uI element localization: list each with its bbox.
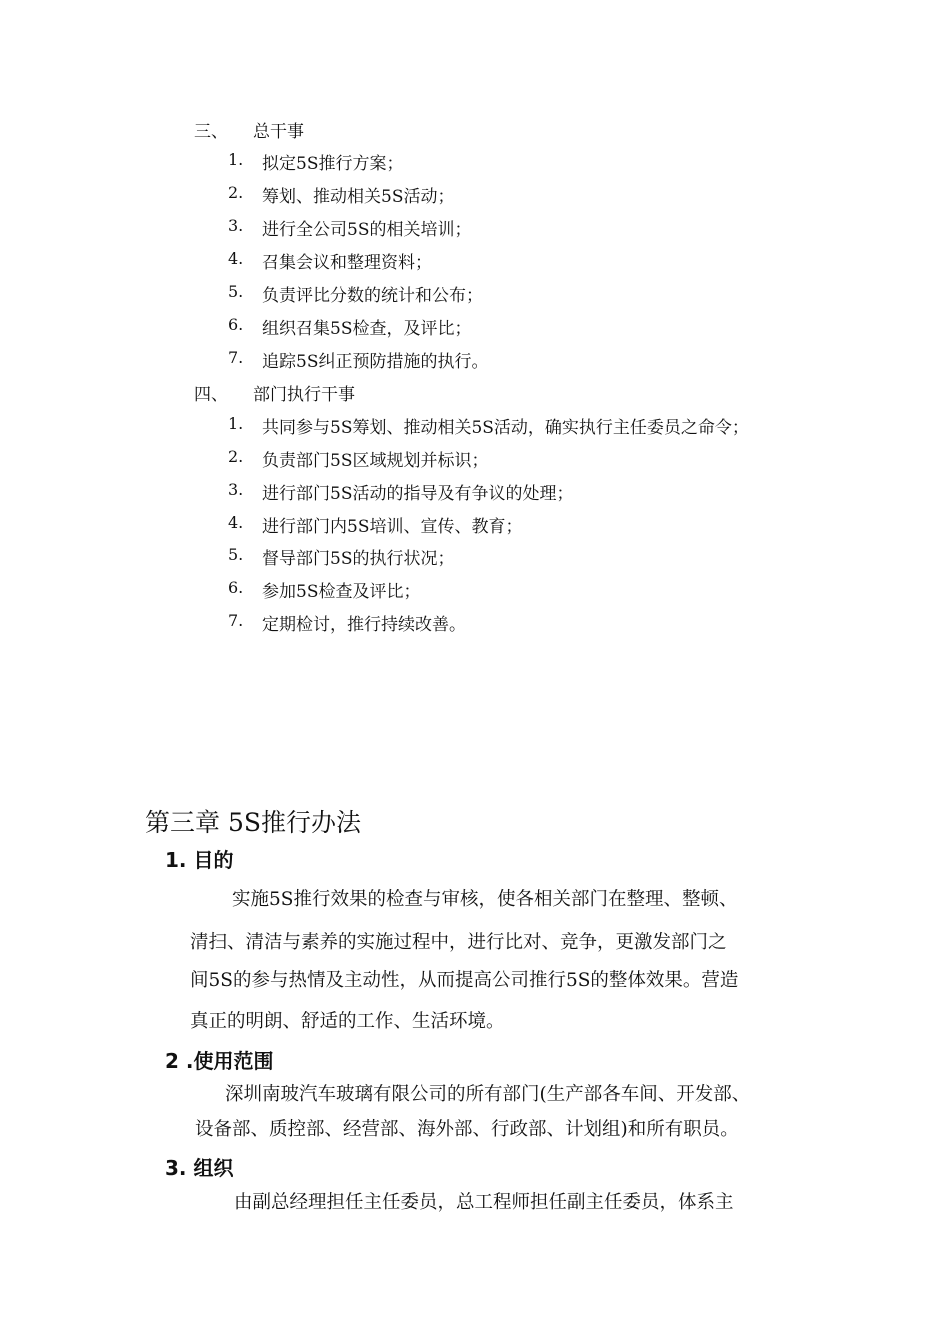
list-item: 进行部门5S活动的指导及有争议的处理； [262, 484, 574, 504]
list-item: 筹划、推动相关5S活动； [262, 187, 455, 207]
list-item-number: 5. [228, 545, 244, 564]
purpose-line: 间5S的参与热情及主动性，从而提高公司推行5S的整体效果。营造 [190, 970, 739, 991]
list-item: 拟定5S推行方案； [262, 154, 404, 174]
list-item: 追踪5S纠正预防措施的执行。 [262, 352, 489, 372]
list-item: 组织召集5S检查，及评比； [262, 319, 472, 339]
scope-line: 深圳南玻汽车玻璃有限公司的所有部门(生产部各车间、开发部、 [225, 1084, 751, 1105]
list-item-number: 3. [228, 216, 244, 235]
list-item: 进行全公司5S的相关培训； [262, 220, 472, 240]
list-item-number: 6. [228, 578, 244, 597]
list-item: 共同参与5S筹划、推动相关5S活动，确实执行主任委员之命令； [262, 418, 749, 438]
section-4-number: 四、 [194, 385, 228, 405]
list-item-number: 4. [228, 513, 244, 532]
purpose-line: 真正的明朗、舒适的工作、生活环境。 [190, 1011, 505, 1032]
list-item: 督导部门5S的执行状况； [262, 549, 455, 569]
list-item: 负责评比分数的统计和公布； [262, 286, 483, 306]
list-item: 定期检讨，推行持续改善。 [262, 615, 466, 635]
section-3-title: 总干事 [253, 122, 304, 142]
organization-line: 由副总经理担任主任委员，总工程师担任副主任委员，体系主 [234, 1192, 734, 1213]
organization-heading: 3. 组织 [165, 1156, 234, 1180]
list-item-number: 1. [228, 414, 244, 433]
scope-line: 设备部、质控部、经营部、海外部、行政部、计划组)和所有职员。 [195, 1119, 739, 1140]
list-item-number: 5. [228, 282, 244, 301]
list-item-number: 4. [228, 249, 244, 268]
list-item: 进行部门内5S培训、宣传、教育； [262, 517, 523, 537]
list-item: 召集会议和整理资料； [262, 253, 432, 273]
list-item-number: 2. [228, 183, 244, 202]
purpose-line: 清扫、清洁与素养的实施过程中，进行比对、竞争，更激发部门之 [190, 932, 727, 953]
list-item-number: 2. [228, 447, 244, 466]
scope-heading: 2 .使用范围 [165, 1049, 274, 1073]
list-item-number: 3. [228, 480, 244, 499]
chapter-title: 第三章 5S推行办法 [145, 808, 361, 837]
section-4-title: 部门执行干事 [253, 385, 355, 405]
list-item: 参加5S检查及评比； [262, 582, 421, 602]
list-item-number: 1. [228, 150, 244, 169]
list-item-number: 7. [228, 611, 244, 630]
purpose-heading: 1. 目的 [165, 848, 234, 872]
list-item-number: 7. [228, 348, 244, 367]
list-item: 负责部门5S区域规划并标识； [262, 451, 489, 471]
list-item-number: 6. [228, 315, 244, 334]
section-3-number: 三、 [194, 122, 228, 142]
purpose-line: 实施5S推行效果的检查与审核，使各相关部门在整理、整顿、 [232, 889, 738, 910]
